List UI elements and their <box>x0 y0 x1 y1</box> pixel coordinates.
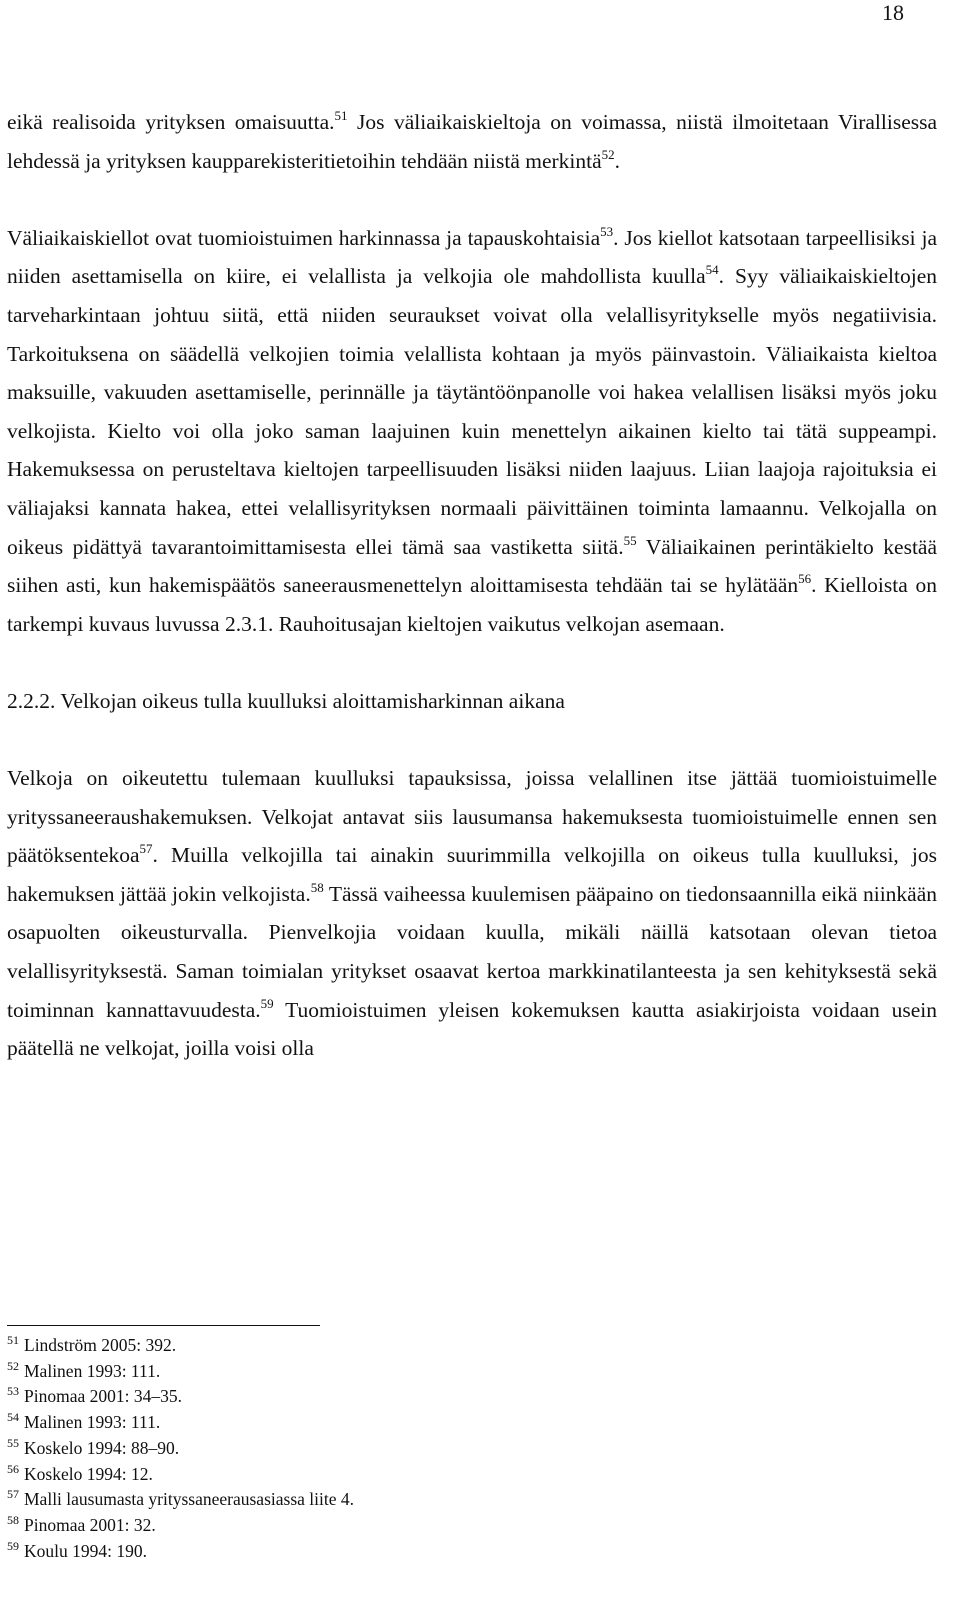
text-span: Jos väliaikaiskieltoja on voimassa, niistä ilmoitetaan Virallisessa lehdessä ja yrityksen kaupparekisteritietoihin tehdään niistä merkintä <box>7 110 938 173</box>
footnote-divider <box>7 1325 320 1326</box>
text-span: Tässä vaiheessa kuulemisen pääpaino on tiedonsaannilla eikä niinkään osapuolten oikeusturvalla. Pienvelkojia voidaan kuulla, mikäli näillä katsotaan olevan tietoa velallisyrityksestä. Saman toimialan yritykset osaavat kertoa markkinatilanteesta ja sen kehityksestä sekä toiminnan kannattavuudesta. <box>7 881 937 1022</box>
footnote-57 <box>7 1487 354 1513</box>
footnote-52 <box>7 1359 354 1385</box>
footnote-text: Malinen 1993: 111. <box>24 1412 161 1433</box>
footnote-number: 58 <box>7 1512 19 1527</box>
footnote-text: Koskelo 1994: 88–90. <box>24 1437 180 1458</box>
footnote-54 <box>7 1410 354 1436</box>
footnote-56 <box>7 1462 354 1488</box>
body-text <box>7 103 937 1068</box>
paragraph-1 <box>7 103 937 180</box>
footnote-text: Pinomaa 2001: 34–35. <box>24 1386 182 1407</box>
text-span: . Syy väliaikaiskieltojen tarveharkintaan johtuu siitä, että niiden seuraukset voivat olla velallisyritykselle myös negatiivisia. Tarkoituksena on säädellä velkojien toimia velallista kohtaan ja myös päinvastoin. Väliaikaista kieltoa maksuille, vakuuden asettamiselle, perinnälle ja täytäntöönpanolle voi hakea velallisen lisäksi myös joku velkojista. Kielto voi olla joko saman laajuinen kuin menettelyn aikainen kielto tai tätä suppeampi. Hakemuksessa on perusteltava kieltojen tarpeellisuuden lisäksi niiden laajuus. Liian laajoja rajoituksia ei väliajaksi kannata hakea, ettei velallisyrityksen normaali päivittäinen toiminta lamaannu. Velkojalla on oikeus pidättyä tavarantoimittamisesta ellei tämä saa vastiketta siitä. <box>7 264 937 559</box>
footnote-55 <box>7 1436 354 1462</box>
footnote-ref-51: 51 <box>334 108 348 123</box>
text-span: . Kielloista on tarkempi kuvaus luvussa 2.3.1. Rauhoitusajan kieltojen vaikutus velkojan asemaan. <box>7 573 937 636</box>
text-span: Väliaikainen perintäkielto kestää siihen asti, kun hakemispäätös saneerausmenettelyn aloittamisesta tehdään tai se hylätään <box>7 534 937 598</box>
footnote-ref-58: 58 <box>310 879 324 895</box>
text-span: Velkoja on oikeutettu tulemaan kuulluksi tapauksissa, joissa velallinen itse jättää tuomioistuimelle yrityssaneeraushakemuksen. Velkojat antavat siis lausumansa hakemuksesta tuomioistuimelle ennen sen päätöksentekoa <box>7 766 937 868</box>
footnote-ref-57: 57 <box>139 841 153 857</box>
text-span: Tuomioistuimen yleisen kokemuksen kautta asiakirjoista voidaan usein päätellä ne velkojat, joilla voisi olla <box>7 997 937 1061</box>
footnote-53 <box>7 1384 354 1410</box>
footnote-number: 53 <box>7 1384 19 1399</box>
footnote-ref-59: 59 <box>260 995 274 1011</box>
footnote-number: 54 <box>7 1410 19 1425</box>
footnote-number: 52 <box>7 1358 19 1373</box>
footnote-59 <box>7 1539 354 1565</box>
footnote-ref-53: 53 <box>600 223 614 239</box>
footnote-number: 56 <box>7 1461 19 1476</box>
footnote-text: Koskelo 1994: 12. <box>24 1463 153 1484</box>
footnote-number: 57 <box>7 1487 19 1502</box>
footnote-text: Koulu 1994: 190. <box>24 1540 147 1561</box>
footnote-text: Pinomaa 2001: 32. <box>24 1514 156 1535</box>
footnote-58 <box>7 1513 354 1539</box>
footnote-ref-54: 54 <box>705 262 719 278</box>
footnote-ref-55: 55 <box>623 532 637 548</box>
section-heading: 2.2.2. Velkojan oikeus tulla kuulluksi aloittamisharkinnan aikana <box>7 688 565 713</box>
footnote-ref-56: 56 <box>798 571 812 587</box>
paragraph-2 <box>7 219 937 644</box>
footnote-ref-52: 52 <box>601 146 615 162</box>
paragraph-3 <box>7 759 937 1068</box>
footnote-number: 59 <box>7 1538 19 1553</box>
text-span: eikä realisoida yrityksen omaisuutta. <box>7 110 335 134</box>
page-number: 18 <box>882 0 904 25</box>
text-span: Väliaikaiskiellot ovat tuomioistuimen harkinnassa ja tapauskohtaisia <box>7 225 601 250</box>
footnote-text: Malinen 1993: 111. <box>24 1360 161 1381</box>
text-span: . <box>614 148 621 173</box>
text-span: . Jos kiellot katsotaan tarpeellisiksi ja niiden asettamisella on kiire, ei velallista ja velkojia ole mahdollista kuulla <box>7 225 937 289</box>
footnote-text: Malli lausumasta yrityssaneerausasiassa liite 4. <box>24 1489 354 1510</box>
footnote-number: 51 <box>7 1333 19 1347</box>
footnote-51 <box>7 1333 354 1359</box>
text-span: . Muilla velkojilla tai ainakin suurimmilla velkojilla on oikeus tulla kuulluksi, jos hakemuksen jättää jokin velkojista. <box>7 843 937 906</box>
footnote-text: Lindström 2005: 392. <box>24 1335 177 1355</box>
footnotes <box>7 1333 354 1564</box>
footnote-number: 55 <box>7 1435 19 1450</box>
